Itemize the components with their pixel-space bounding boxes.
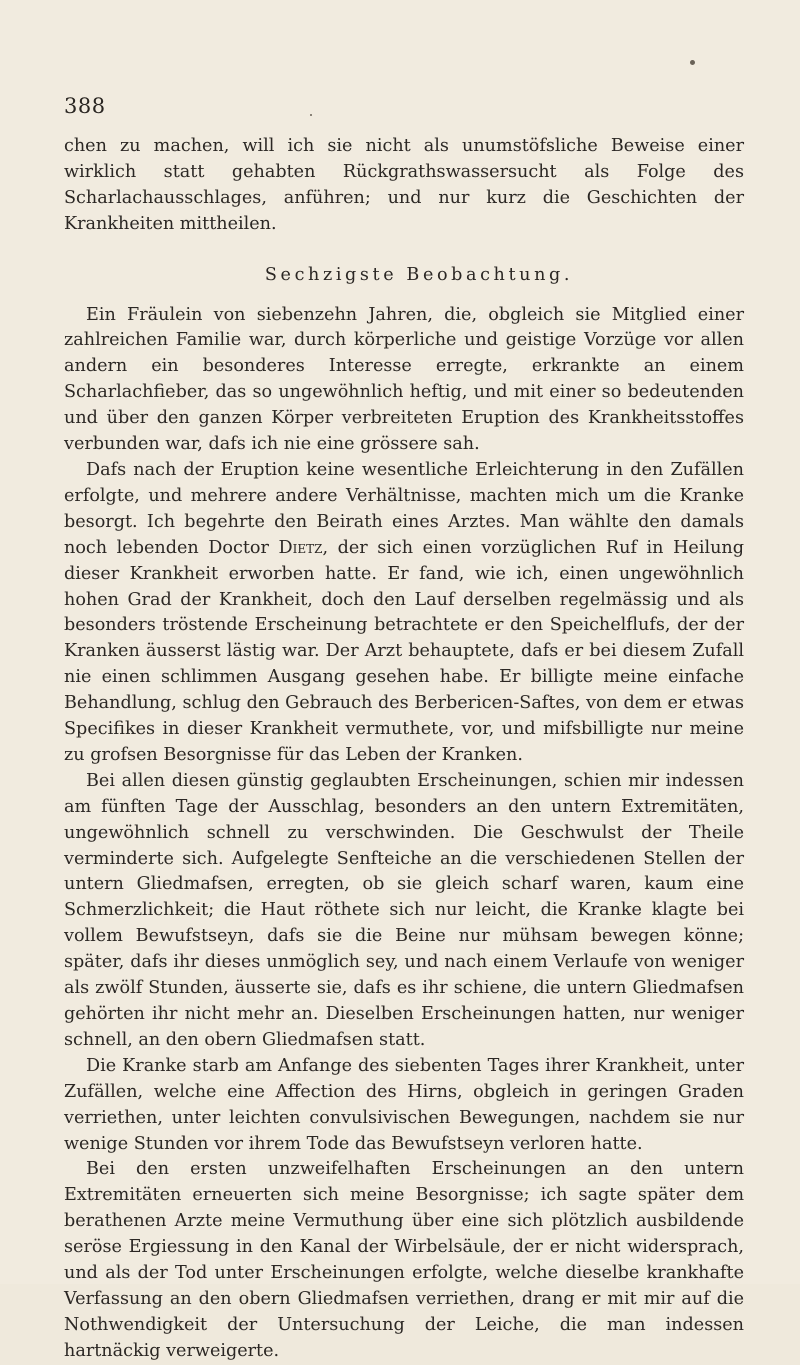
paragraph-continuation: chen zu machen, will ich sie nicht als unumstöfsliche Beweise einer wirklich statt gehabten Rückgrathswassersucht als Folge des Scharlachausschlages, anführen; und nur kurz die Geschichten der Krankheiten mittheilen.	[64, 136, 744, 234]
ink-speck	[690, 60, 695, 65]
ink-speck	[310, 114, 312, 116]
paragraph: Bei den ersten unzweifelhaften Erscheinungen an den untern Extremitäten erneuerten sich meine Besorgnisse; ich sagte später dem berathenen Arzte meine Vermuthung über eine sich plötzlich ausbildende seröse Ergiessung in den Kanal der Wirbelsäule, der er nicht widersprach, und als der Tod unter Erscheinungen erfolgte, welche dieselbe krankhafte Verfassung an den obern Gliedmafsen verriethen, drang er mit mir auf die Nothwendigkeit der Untersuchung der Leiche, die man indessen hartnäckig verweigerte.	[64, 1159, 744, 1361]
person-name: Dietz	[278, 537, 323, 558]
paragraph: Die Kranke starb am Anfange des siebenten Tages ihrer Krankheit, unter Zufällen, welche eine Affection des Hirns, obgleich in geringen Graden verriethen, unter leichten convulsivischen Bewegungen, nachdem sie nur wenige Stunden vor ihrem Tode das Bewufstseyn verloren hatte.	[64, 1055, 744, 1154]
paragraph-text: Dafs nach der Eruption keine wesentliche Erleichterung in den Zufällen erfolgte, und mehrere andere Verhältnisse, machten mich um die Kranke besorgt. Ich begehrte den Beirath eines Arztes. Man wählte den damals noch lebenden Doctor	[64, 459, 744, 558]
paragraph: Ein Fräulein von siebenzehn Jahren, die, obgleich sie Mitglied einer zahlreichen Familie war, durch körperliche und geistige Vorzüge vor allen andern ein besonderes Interesse erregte, erkrankte an einem Scharlachfieber, das so ungewöhnlich heftig, und mit einer so bedeutenden und über den ganzen Körper verbreiteten Eruption des Krankheitsstoffes verbunden war, dafs ich nie eine grössere sah.	[64, 304, 744, 455]
paragraph-text: , der sich einen vorzüglichen Ruf in Heilung dieser Krankheit erworben hatte. Er fand, wie ich, einen ungewöhnlich hohen Grad der Krankheit, doch den Lauf derselben regelmässig und als besonders tröstende Erscheinung betrachtete er den Speichelflufs, der der Kranken äusserst lästig war. Der Arzt behauptete, dafs er bei diesem Zufall nie einen schlimmen Ausgang gesehen habe. Er billigte meine einfache Behandlung, schlug den Gebrauch des Berbericen-Saftes, von dem er etwas Specifikes in dieser Krankheit vermuthete, vor, und mifsbilligte nur meine zu grofsen Besorgnisse für das Leben der Kranken.	[64, 537, 744, 765]
paragraph: Bei allen diesen günstig geglaubten Erscheinungen, schien mir indessen am fünften Tage der Ausschlag, besonders an den untern Extremitäten, ungewöhnlich schnell zu verschwinden. Die Geschwulst der Theile verminderte sich. Aufgelegte Senfteiche an die verschiedenen Stellen der untern Gliedmafsen, erregten, ob sie gleich scharf waren, kaum eine Schmerzlichkeit; die Haut röthete sich nur leicht, die Kranke klagte bei vollem Bewufstseyn, dafs sie die Beine nur mühsam bewegen könne; später, dafs ihr dieses unmöglich sey, und nach einem Verlaufe von weniger als zwölf Stunden, äusserte sie, dafs es ihr schiene, die untern Gliedmafsen gehörten ihr nicht mehr an. Dieselben Erscheinungen hatten, nur weniger schnell, an den obern Gliedmafsen statt.	[64, 770, 744, 1050]
paragraph	[64, 458, 744, 769]
page-number: 388	[64, 94, 106, 118]
body-text	[64, 134, 744, 1365]
section-heading: Sechzigste Beobachtung.	[264, 264, 574, 285]
